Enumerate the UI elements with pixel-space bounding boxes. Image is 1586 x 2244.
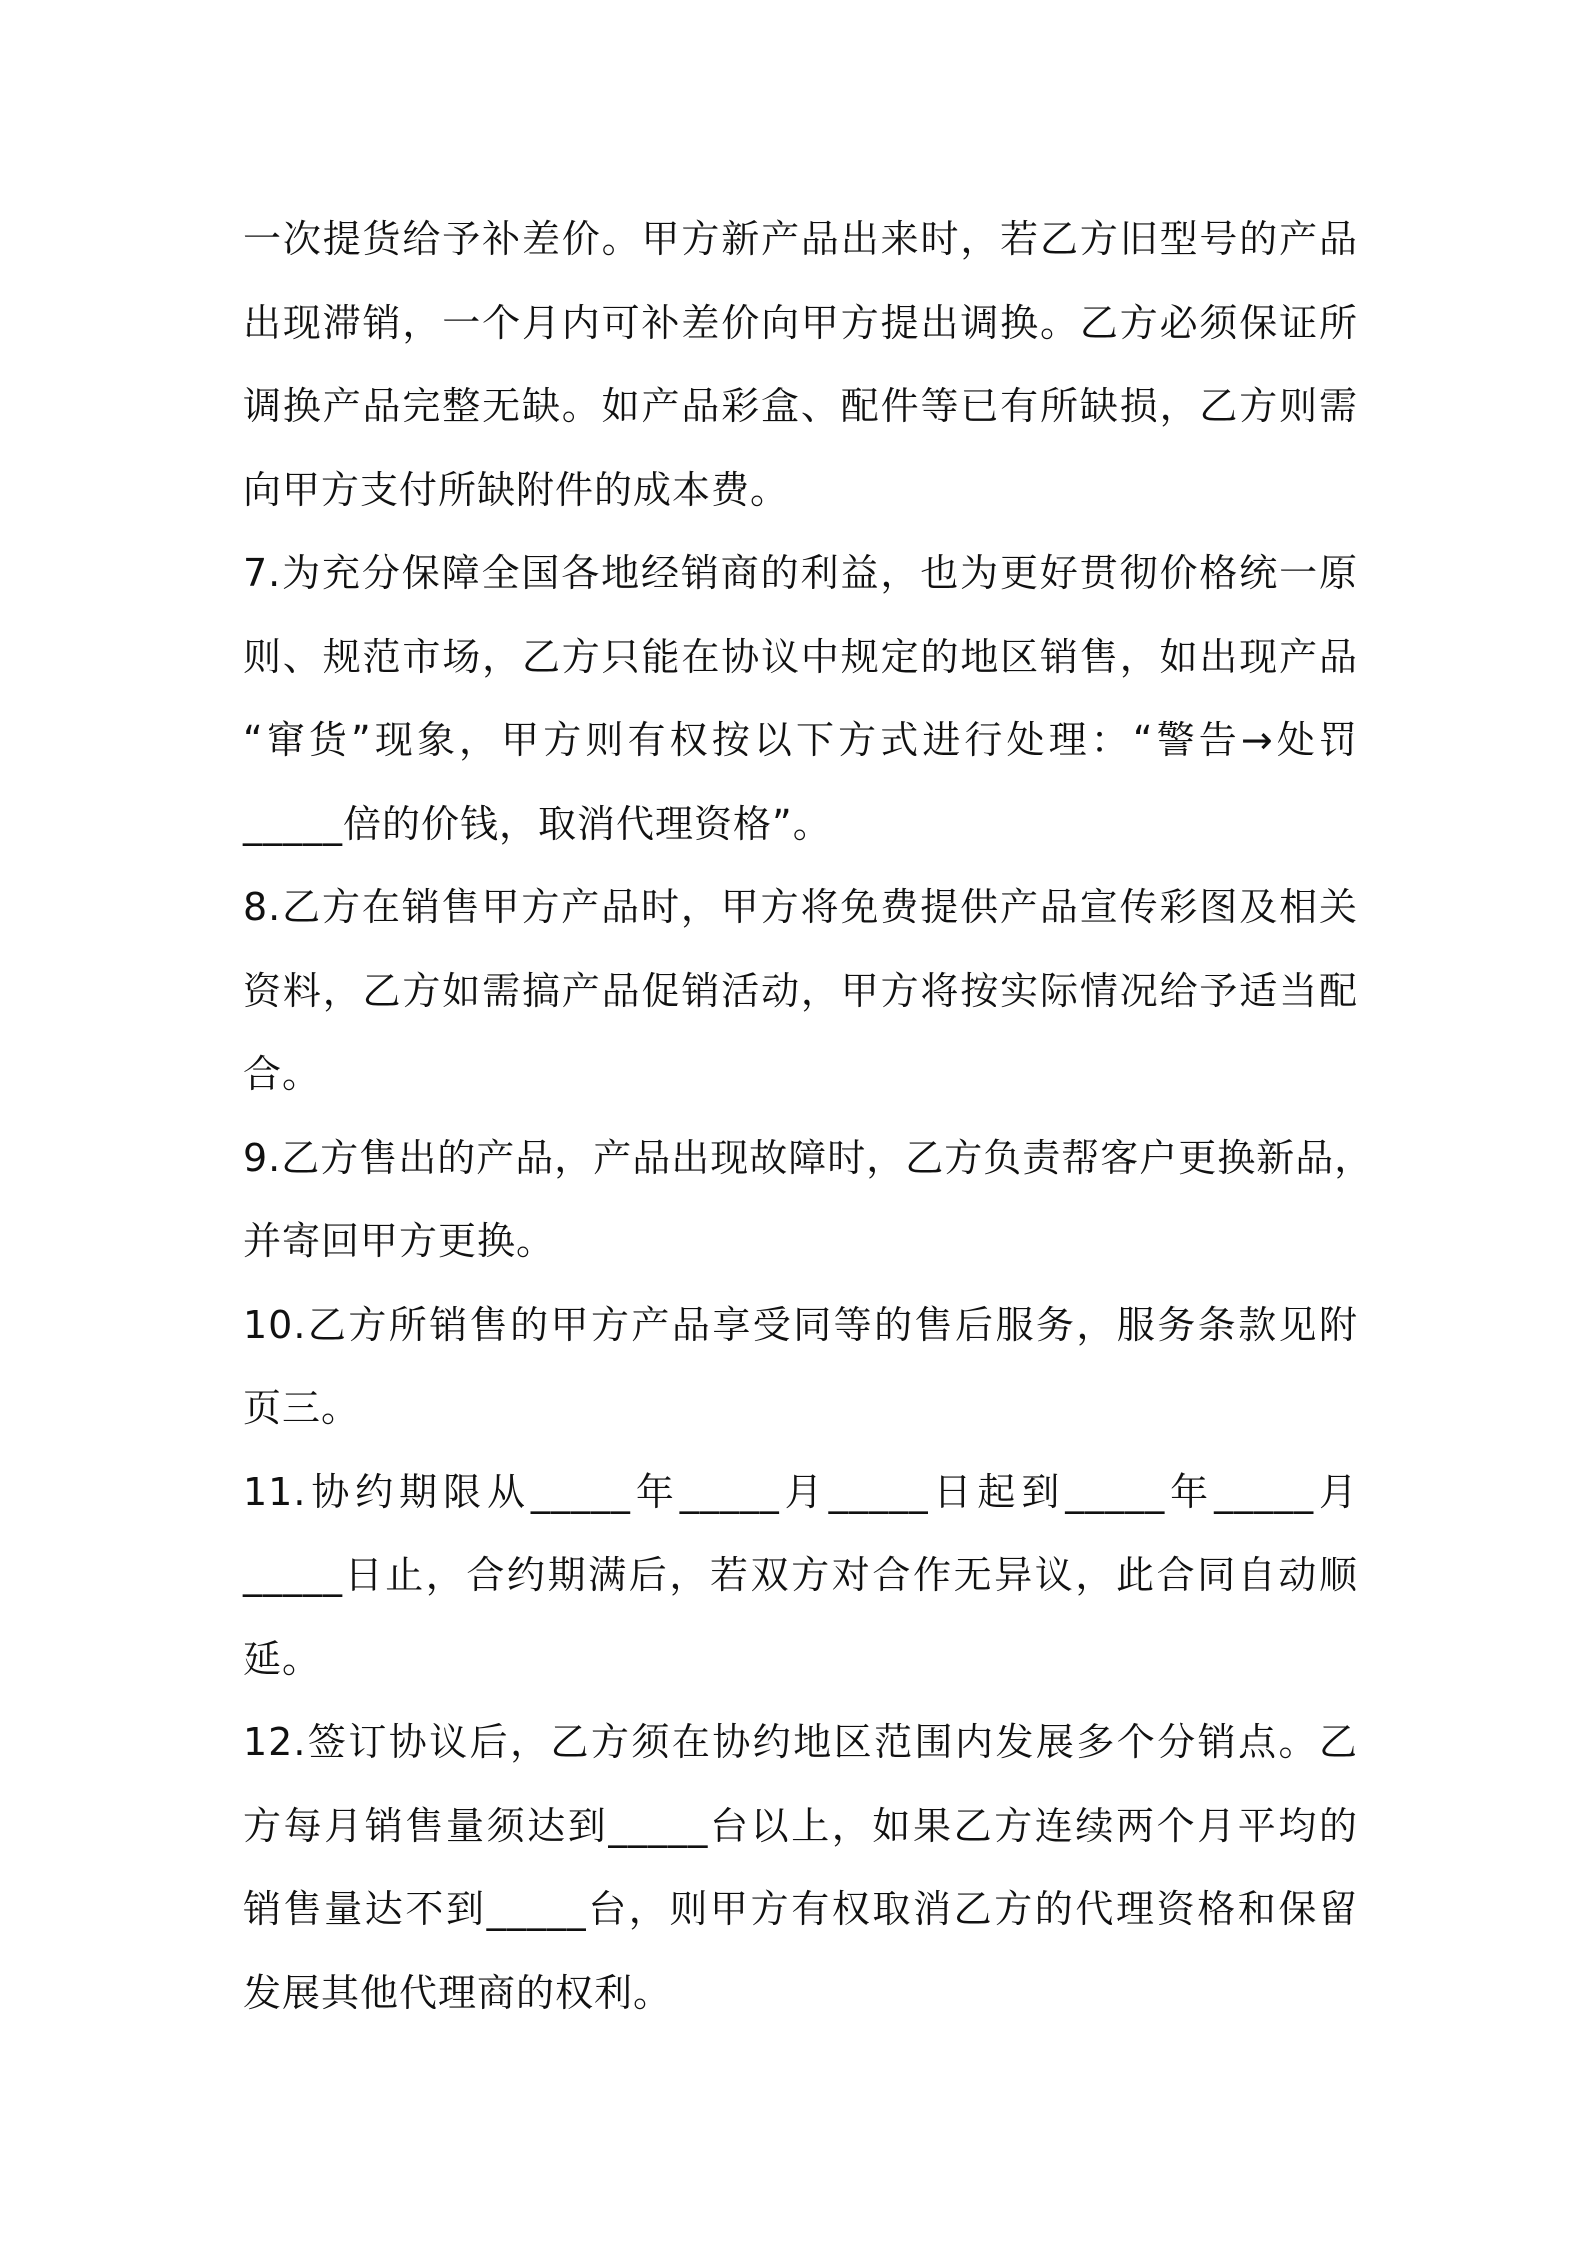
text-line: _____日止，合约期满后，若双方对合作无异议，此合同自动顺 (243, 1553, 1358, 1597)
text-line: 则、规范市场，乙方只能在协议中规定的地区销售，如出现产品 (243, 634, 1358, 679)
text-line: 发展其他代理商的权利。 (243, 1970, 673, 2015)
text-line: 向甲方支付所缺附件的成本费。 (243, 467, 790, 512)
text-line: 出现滞销，一个月内可补差价向甲方提出调换。乙方必须保证所 (243, 300, 1358, 345)
clause-9-line: 9.乙方售出的产品，产品出现故障时，乙方负责帮客户更换新品， (243, 1135, 1374, 1180)
text-line: 延。 (243, 1636, 322, 1681)
clause-11-line: 11.协约期限从_____年_____月_____日起到_____年_____月 (243, 1469, 1358, 1514)
text-line: 页三。 (243, 1386, 361, 1430)
text-line: “窜货”现象，甲方则有权按以下方式进行处理：“警告→处罚 (243, 718, 1358, 762)
text-line: 并寄回甲方更换。 (243, 1219, 556, 1263)
text-line: 合。 (243, 1052, 322, 1096)
clause-8-line: 8.乙方在销售甲方产品时，甲方将免费提供产品宣传彩图及相关 (243, 885, 1358, 929)
clause-12-line: 12.签订协议后，乙方须在协约地区范围内发展多个分销点。乙 (243, 1720, 1358, 1764)
text-line: 调换产品完整无缺。如产品彩盒、配件等已有所缺损，乙方则需 (243, 384, 1358, 428)
clause-7-line: 7.为充分保障全国各地经销商的利益，也为更好贯彻价格统一原 (243, 551, 1358, 595)
text-line: 一次提货给予补差价。甲方新产品出来时，若乙方旧型号的产品 (243, 217, 1358, 261)
text-line: 方每月销售量须达到_____台以上，如果乙方连续两个月平均的 (243, 1803, 1358, 1848)
clause-10-line: 10.乙方所销售的甲方产品享受同等的售后服务，服务条款见附 (243, 1302, 1358, 1347)
text-line: _____倍的价钱，取消代理资格”。 (243, 801, 832, 846)
text-line: 资料，乙方如需搞产品促销活动，甲方将按实际情况给予适当配 (243, 968, 1358, 1013)
text-line: 销售量达不到_____台，则甲方有权取消乙方的代理资格和保留 (243, 1887, 1358, 1931)
contract-body (243, 198, 1374, 2035)
